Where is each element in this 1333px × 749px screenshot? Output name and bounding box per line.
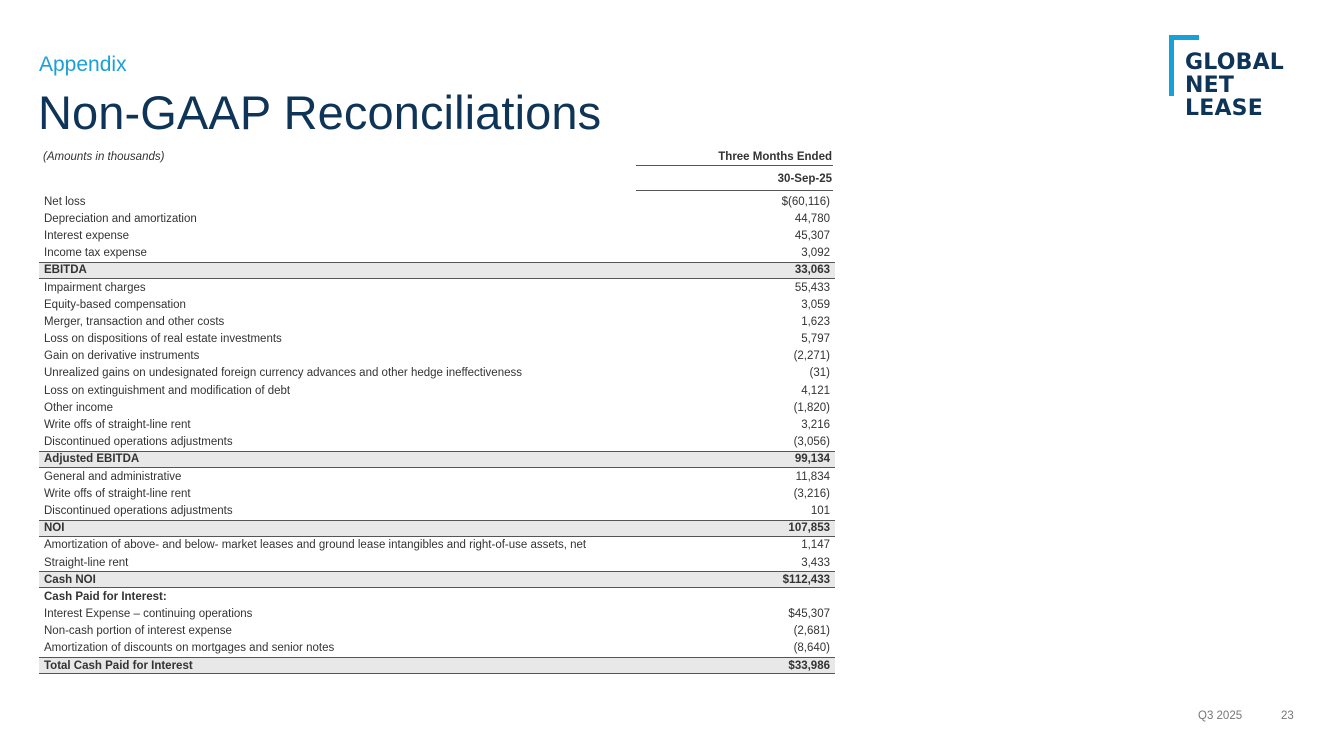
table-row [39,193,835,210]
table-row [39,399,835,416]
row-label: Non-cash portion of interest expense [44,625,232,638]
table-row [39,365,835,382]
row-value: 55,433 [794,281,830,294]
logo-bracket-horizontal [1169,35,1199,40]
table-row [39,279,835,296]
row-value: 3,059 [801,298,830,311]
row-label: Discontinued operations adjustments [44,504,233,517]
row-value: (3,056) [793,436,830,449]
row-label: Other income [44,401,114,414]
table-row [39,348,835,365]
logo-line-3: LEASE [1185,96,1263,121]
table-row [39,537,835,554]
table-row [39,227,835,244]
table-row [39,416,835,433]
table-total-row [39,451,835,468]
table-row [39,468,835,485]
row-value: 44,780 [794,212,830,225]
row-value: 4,121 [801,384,830,397]
row-label: Unrealized gains on undesignated foreign currency advances and other hedge ineffectiveness [44,367,522,380]
row-value: $45,307 [788,608,830,621]
row-label: Interest expense [44,229,130,242]
row-label: Discontinued operations adjustments [44,436,233,449]
table-row [39,245,835,262]
row-label: Write offs of straight-line rent [44,419,191,432]
row-value: 99,134 [794,453,830,466]
row-label: Straight-line rent [44,556,129,569]
row-value: (8,640) [793,642,830,655]
table-total-row [39,657,835,674]
period-date: 30-Sep-25 [777,173,832,185]
row-label: Cash NOI [44,573,96,586]
page-title: Non-GAAP Reconciliations [38,86,602,139]
row-value: 3,433 [801,556,830,569]
row-value: $112,433 [782,573,830,586]
table-total-row [39,571,835,588]
table-subheader-row [39,167,835,191]
row-label: General and administrative [44,470,182,483]
row-label: Write offs of straight-line rent [44,487,191,500]
row-label: Depreciation and amortization [44,212,197,225]
logo-line-1: GLOBAL [1185,50,1285,75]
table-row [39,554,835,571]
table-row [39,382,835,399]
subheader-underline [636,190,833,191]
row-label: Adjusted EBITDA [44,453,140,466]
row-label: Impairment charges [44,281,146,294]
row-value: 3,092 [801,247,830,260]
row-value: 5,797 [801,333,830,346]
period-header: Three Months Ended [718,151,832,163]
table-total-row [39,262,835,279]
header-underline [636,165,833,166]
row-value: (1,820) [793,401,830,414]
row-value: (2,681) [793,625,830,638]
row-value: (31) [809,367,830,380]
row-label: Loss on dispositions of real estate investments [44,333,282,346]
row-label: Gain on derivative instruments [44,350,200,363]
row-value: (3,216) [793,487,830,500]
row-label: EBITDA [44,264,87,277]
row-value: 3,216 [801,419,830,432]
row-label: Cash Paid for Interest: [44,590,167,603]
row-value: $(60,116) [781,195,830,208]
row-label: Interest Expense – continuing operations [44,608,253,621]
row-value: 11,834 [795,470,830,483]
row-value: 107,853 [788,522,830,535]
row-label: Loss on extinguishment and modification of debt [44,384,291,397]
table-total-row [39,520,835,537]
table-body [39,193,835,674]
logo-line-2: NET [1185,73,1235,98]
row-value: 1,623 [801,315,830,328]
row-label: Total Cash Paid for Interest [44,659,193,672]
table-row [39,434,835,451]
logo-bracket-vertical [1169,35,1174,96]
page-number: 23 [1281,710,1294,722]
row-value: 1,147 [801,539,830,552]
table-header-row [39,148,835,167]
row-label: Net loss [44,195,86,208]
row-value: 45,307 [794,229,830,242]
table-section-row [39,588,835,605]
row-value: 101 [810,504,830,517]
row-label: Amortization of above- and below- market leases and ground lease intangibles and right-of-use assets, net [44,539,587,552]
logo-wordmark [1185,51,1284,120]
row-label: Income tax expense [44,247,147,260]
table-row [39,640,835,657]
row-value: (2,271) [793,350,830,363]
row-label: Equity-based compensation [44,298,186,311]
table-row [39,296,835,313]
row-value: $33,986 [788,659,830,672]
reconciliation-table [39,148,835,674]
table-row [39,502,835,519]
row-label: Amortization of discounts on mortgages and senior notes [44,642,335,655]
table-row [39,331,835,348]
row-label: NOI [44,522,65,535]
table-row [39,623,835,640]
row-label: Merger, transaction and other costs [44,315,225,328]
table-row [39,485,835,502]
table-row [39,210,835,227]
table-row [39,606,835,623]
company-logo [1169,35,1304,130]
footer-period: Q3 2025 [1198,710,1243,722]
row-value: 33,063 [794,264,830,277]
amounts-note: (Amounts in thousands) [43,151,165,163]
section-eyebrow: Appendix [39,53,127,76]
table-row [39,313,835,330]
